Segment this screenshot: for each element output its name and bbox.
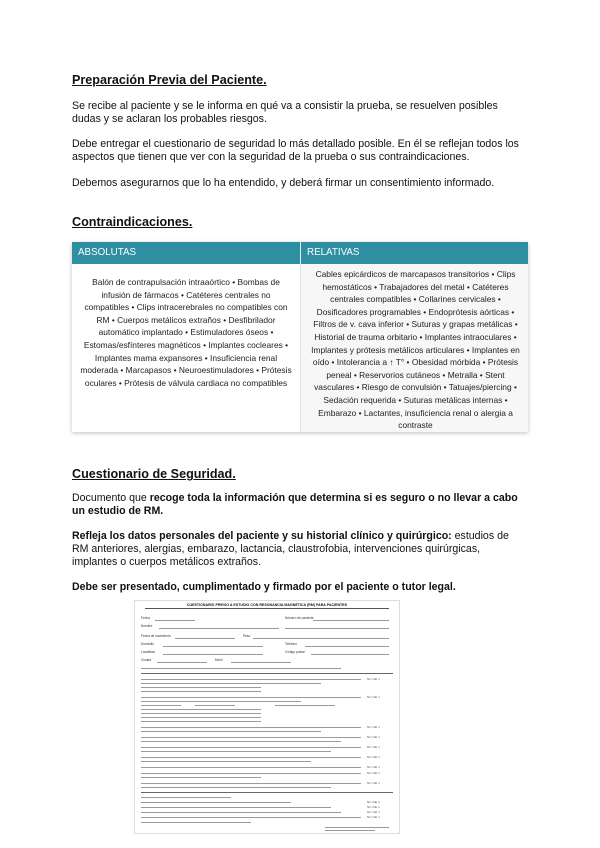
form-checkbox-11: Sí □ No □ xyxy=(367,805,380,809)
header-absolutas: ABSOLUTAS xyxy=(78,247,137,258)
contraindications-table xyxy=(72,242,528,432)
form-field-ciudad: Ciudad xyxy=(141,658,152,662)
heading-contraindicaciones: Contraindicaciones. xyxy=(72,215,193,229)
form-field-nombre: Nombre xyxy=(141,624,153,628)
heading-preparacion: Preparación Previa del Paciente. xyxy=(72,73,267,87)
form-checkbox-9: Sí □ No □ xyxy=(367,781,380,785)
form-checkbox-13: Sí □ No □ xyxy=(367,815,380,819)
paragraph-consentimiento: Debemos asegurarnos que lo ha entendido, y deberá firmar un consentimiento informado. xyxy=(72,177,495,189)
form-field-movil: Móvil xyxy=(215,658,223,662)
form-checkbox-10: Sí □ No □ xyxy=(367,800,380,804)
form-field-nacimiento: Fecha de nacimiento xyxy=(141,634,171,638)
paragraph-recepcion: Se recibe al paciente y se le informa en qué va a consistir la prueba, se resuelven posibles dudas y se aclaran los probables riesgos. xyxy=(72,100,498,125)
questionnaire-form-image xyxy=(134,600,400,834)
form-field-domicilio: Domicilio xyxy=(141,642,154,646)
form-field-peso: Peso xyxy=(243,634,251,638)
form-checkbox-3: Sí □ No □ xyxy=(367,725,380,729)
form-checkbox-5: Sí □ No □ xyxy=(367,745,380,749)
cell-relativas: Cables epicárdicos de marcapasos transitorios • Clips hemostáticos • Trabajadores del metal • Catéteres centrales compatibles • Collarines cervicales • Dosificadores programables • Endoprótesis aórticas • Filtros de v. cava inferior • Suturas y grapas metálicas • Historial de trauma orbitario • Implantes intraoculares • Implantes y prótesis metálicos articulares • Implantes en oído • Intolerancia a ↑ T° • Obesidad mórbida • Prótesis peneal • Reservorios cutáneos • Metralla • Stent vasculares • Riesgo de convulsión • Tatuajes/piercing • Sedación requerida • Suturas metálicas internas • Embarazo • Lactantes, insuficiencia renal o alergia a contraste xyxy=(300,264,528,432)
header-relativas: RELATIVAS xyxy=(300,242,528,264)
form-checkbox-8: Sí □ No □ xyxy=(367,771,380,775)
form-checkbox-12: Sí □ No □ xyxy=(367,810,380,814)
form-field-numero: Número de paciente xyxy=(285,616,314,620)
form-checkbox-2: Sí □ No □ xyxy=(367,695,380,699)
paragraph-presentado: Debe ser presentado, cumplimentado y firmado por el paciente o tutor legal. xyxy=(72,581,456,593)
form-title: CUESTIONARIO PREVIO A ESTUDIO CON RESONANCIA MAGNÉTICA (RM) PARA PACIENTES xyxy=(145,603,389,609)
form-checkbox-4: Sí □ No □ xyxy=(367,735,380,739)
paragraph-cuestionario: Debe entregar el cuestionario de seguridad lo más detallado posible. En él se reflejan todos los aspectos que tienen que ver con la seguridad de la prueba o sus contraindicaciones. xyxy=(72,138,519,163)
form-field-localidad: Localidad xyxy=(141,650,155,654)
form-field-codigo-postal: Código postal xyxy=(285,650,305,654)
paragraph-documento: Documento que recoge toda la información que determina si es seguro o no llevar a cabo un estudio de RM. xyxy=(72,492,518,517)
heading-cuestionario: Cuestionario de Seguridad. xyxy=(72,467,236,481)
form-checkbox-1: Sí □ No □ xyxy=(367,677,380,681)
paragraph-datos: Refleja los datos personales del paciente y su historial clínico y quirúrgico: estudios de RM anteriores, alergias, embarazo, lactancia, claustrofobia, intervenciones quirúrgicas, implantes o cuerpos metálicos extraños. xyxy=(72,530,509,568)
cell-absolutas: Balón de contrapulsación intraaórtico • Bombas de infusión de fármacos • Catéteres centrales no compatibles • Clips intracerebrales no compatibles con RM • Cuerpos metálicos extraños • Desfibrilador automático implantado • Estimuladores óseos • Estomas/esfínteres magnéticos • Implantes cocleares • Implantes mama expansores • Insuficiencia renal moderada • Marcapasos • Neuroestimuladores • Prótesis oculares • Prótesis de válvula cardiaca no compatibles xyxy=(80,277,292,388)
form-field-fecha: Fecha xyxy=(141,616,150,620)
form-checkbox-7: Sí □ No □ xyxy=(367,765,380,769)
form-checkbox-6: Sí □ No □ xyxy=(367,755,380,759)
table-body xyxy=(72,264,528,432)
table-header xyxy=(72,242,528,264)
form-field-telefono: Teléfono xyxy=(285,642,298,646)
